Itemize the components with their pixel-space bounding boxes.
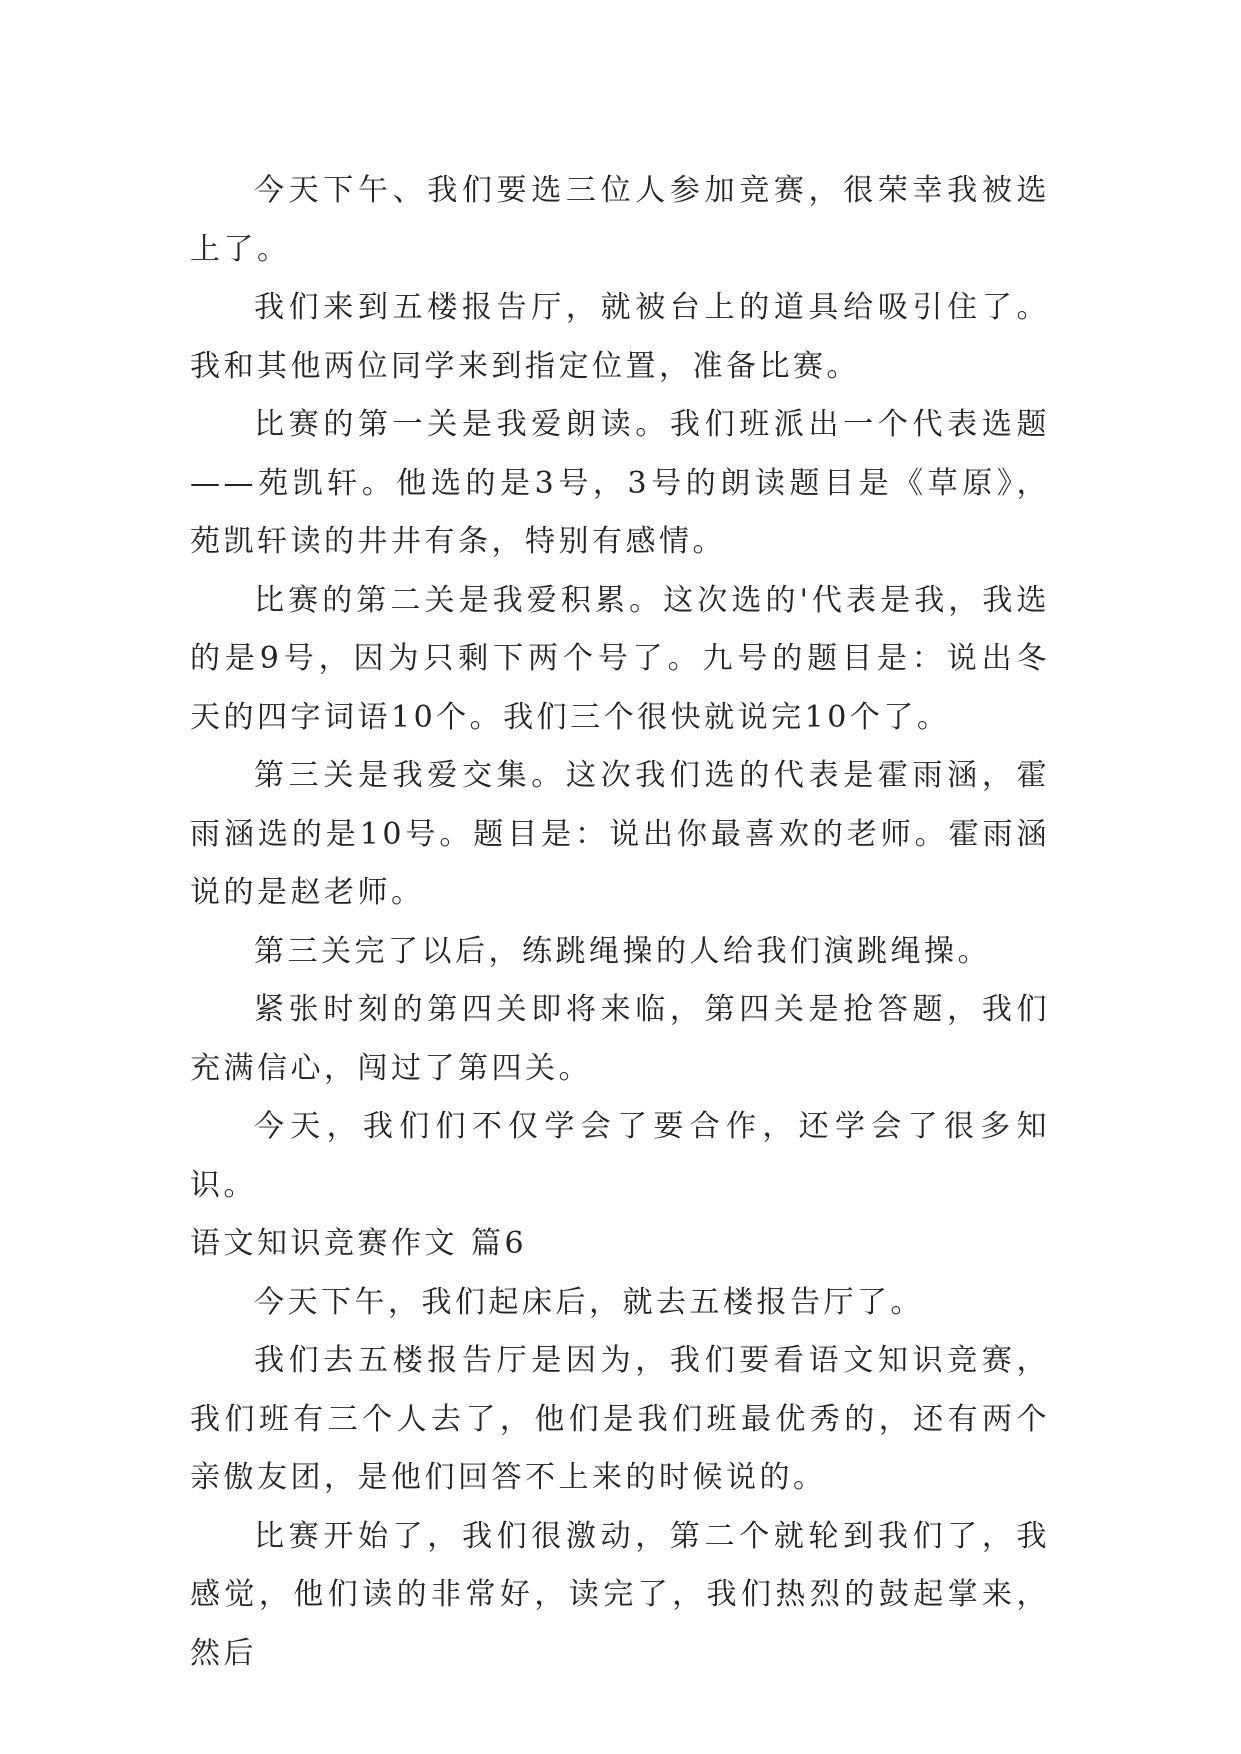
section-heading: 语文知识竞赛作文 篇6 <box>190 1226 528 1261</box>
paragraph-9: 今天下午，我们起床后，就去五楼报告厅了。 <box>254 1284 924 1320</box>
article-body <box>190 162 1050 1683</box>
paragraph-10: 我们去五楼报告厅是因为，我们要看语文知识竞赛，我们班有三个人去了，他们是我们班最优秀的，还有两个亲傲友团，是他们回答不上来的时候说的。 <box>190 1343 1050 1495</box>
paragraph-4: 比赛的第二关是我爱积累。这次选的'代表是我，我选的是9号，因为只剩下两个号了。九号的题目是：说出冬天的四字词语10个。我们三个很快就说完10个了。 <box>190 582 1050 735</box>
paragraph-7: 紧张时刻的第四关即将来临，第四关是抢答题，我们充满信心，闯过了第四关。 <box>190 992 1050 1086</box>
paragraph-1: 今天下午、我们要选三位人参加竞赛，很荣幸我被选上了。 <box>190 173 1050 267</box>
paragraph-3: 比赛的第一关是我爱朗读。我们班派出一个代表选题——苑凯轩。他选的是3号，3号的朗读题目是《草原》，苑凯轩读的井井有条，特别有感情。 <box>190 407 1050 559</box>
paragraph-6: 第三关完了以后，练跳绳操的人给我们演跳绳操。 <box>254 933 991 969</box>
paragraph-11: 比赛开始了，我们很激动，第二个就轮到我们了，我感觉，他们读的非常好，读完了，我们热烈的鼓起掌来，然后 <box>190 1518 1050 1671</box>
paragraph-5: 第三关是我爱交集。这次我们选的代表是霍雨涵，霍雨涵选的是10号。题目是：说出你最喜欢的老师。霍雨涵说的是赵老师。 <box>190 758 1050 910</box>
paragraph-8: 今天，我们们不仅学会了要合作，还学会了很多知识。 <box>190 1109 1050 1203</box>
paragraph-2: 我们来到五楼报告厅，就被台上的道具给吸引住了。我和其他两位同学来到指定位置，准备比赛。 <box>190 290 1050 384</box>
